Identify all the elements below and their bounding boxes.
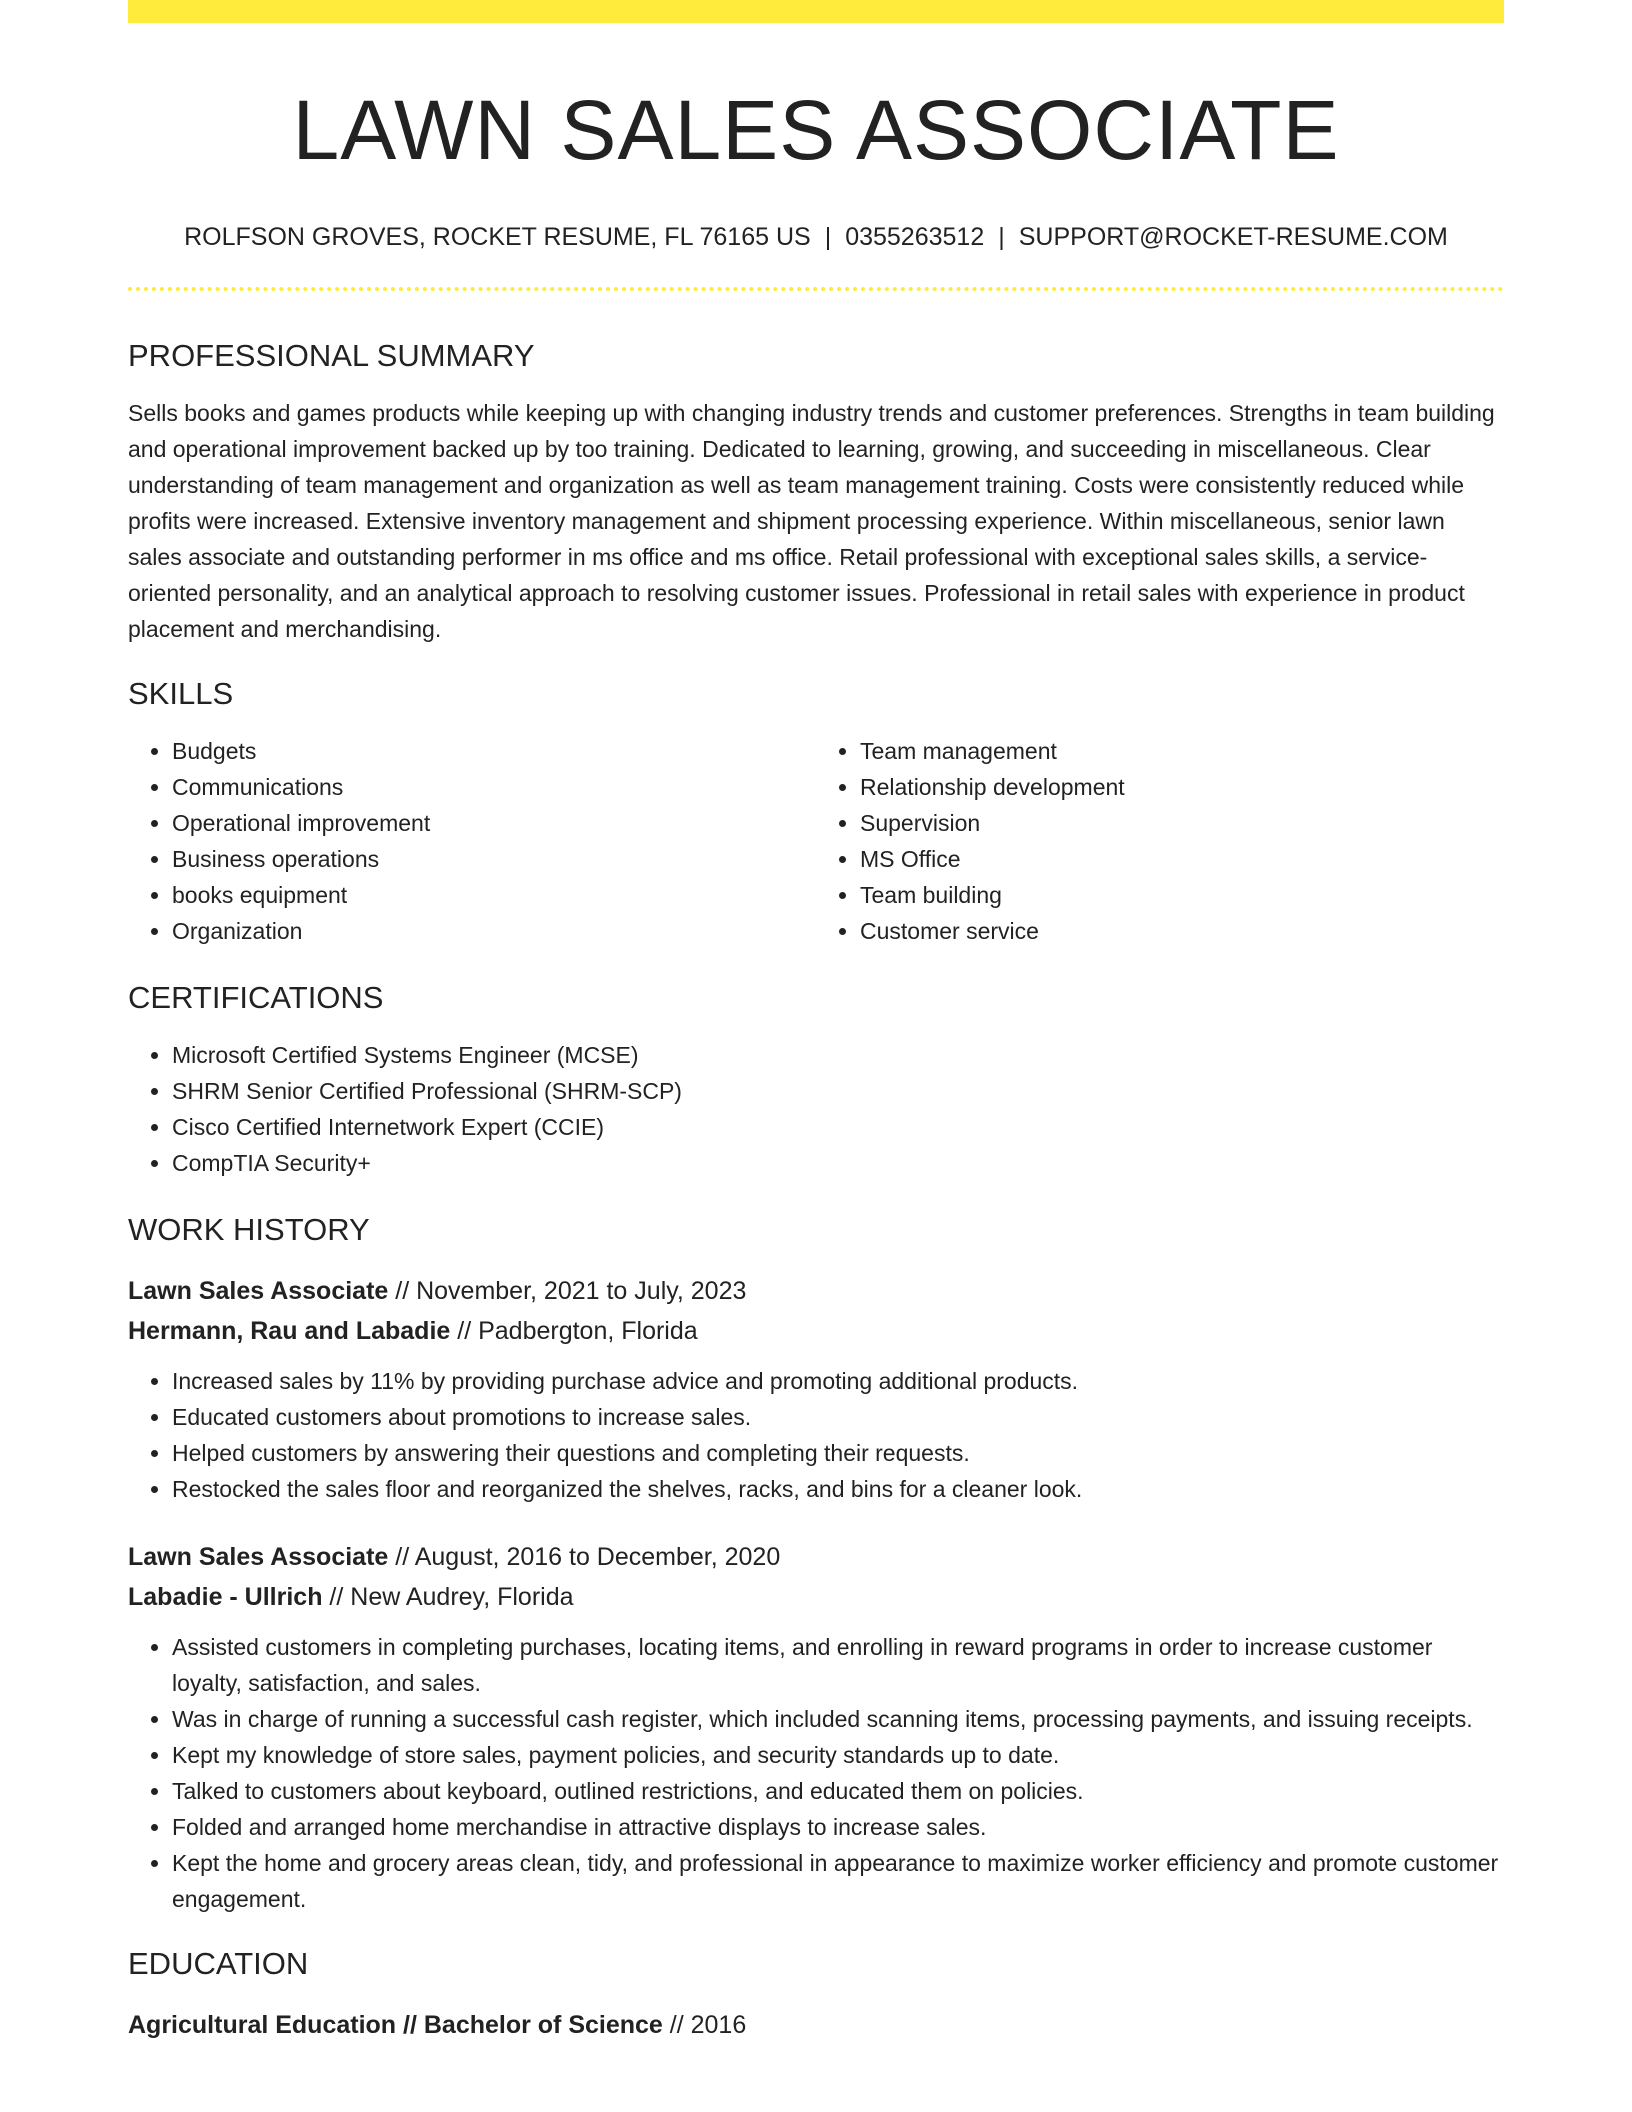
skill-item: • Business operations (172, 841, 816, 877)
skills-columns (128, 733, 1504, 949)
job-duty-item: • Helped customers by answering their questions and completing their requests. (172, 1435, 1504, 1471)
job-duty-item: • Was in charge of running a successful cash register, which included scanning items, processing payments, and issuing receipts. (172, 1701, 1504, 1737)
certifications-heading: CERTIFICATIONS (128, 980, 384, 1015)
job-duty-item: • Assisted customers in completing purchases, locating items, and enrolling in reward programs in order to increase customer loyalty, satisfaction, and sales. (172, 1629, 1504, 1701)
job-duties-list (128, 1629, 1504, 1917)
education-degree: Agricultural Education // Bachelor of Science (128, 2011, 663, 2039)
skill-item: • books equipment (172, 877, 816, 913)
job-title-line (128, 1271, 1504, 1311)
job-duties-list (128, 1363, 1504, 1507)
contact-separator: | (998, 223, 1005, 251)
contact-separator: | (824, 223, 832, 251)
skill-item: • Organization (172, 913, 816, 949)
skill-item: • Customer service (860, 913, 1504, 949)
job-duty-item: • Increased sales by 11% by providing purchase advice and promoting additional products. (172, 1363, 1504, 1399)
skills-list-right (816, 733, 1504, 949)
job-company-line (128, 1577, 1504, 1617)
job-location: // New Audrey, Florida (322, 1583, 574, 1611)
job-duty-item: • Restocked the sales floor and reorganized the shelves, racks, and bins for a cleaner look. (172, 1471, 1504, 1507)
job-duty-item: • Talked to customers about keyboard, outlined restrictions, and educated them on policies. (172, 1773, 1504, 1809)
contact-address: ROLFSON GROVES, ROCKET RESUME, FL 76165 US (184, 223, 811, 251)
summary-text: Sells books and games products while keeping up with changing industry trends and customer preferences. Strengths in team building and operational improvement backed up by too training. Dedicated to learning, growing, and succeeding in miscellaneous. Clear understanding of team management and organization as well as team management training. Costs were consistently reduced while profits were increased. Extensive inventory management and shipment processing experience. Within miscellaneous, senior lawn sales associate and outstanding performer in ms office and ms office. Retail professional with exceptional sales skills, a service-oriented personality, and an analytical approach to resolving customer issues. Professional in retail sales with experience in product placement and merchandising. (128, 400, 1495, 642)
education-line (128, 2005, 1504, 2045)
certifications-list (128, 1037, 1504, 1181)
job-role: Lawn Sales Associate (128, 1543, 389, 1571)
education-heading: EDUCATION (128, 1946, 309, 1981)
contact-line (128, 220, 1504, 254)
job-duty-item: • Educated customers about promotions to increase sales. (172, 1399, 1504, 1435)
skill-item: • Operational improvement (172, 805, 816, 841)
skill-item: • Team management (860, 733, 1504, 769)
dotted-divider (128, 287, 1504, 291)
certification-item: • SHRM Senior Certified Professional (SHRM-SCP) (172, 1073, 1504, 1109)
job-duty-item: • Kept my knowledge of store sales, payment policies, and security standards up to date. (172, 1737, 1504, 1773)
skill-item: • Team building (860, 877, 1504, 913)
job-duty-item: • Folded and arranged home merchandise in attractive displays to increase sales. (172, 1809, 1504, 1845)
skill-item: • Communications (172, 769, 816, 805)
education-year: // 2016 (662, 2011, 747, 2039)
resume-content (128, 0, 1504, 2045)
contact-phone: 0355263512 (845, 223, 985, 251)
skill-item: • Budgets (172, 733, 816, 769)
certification-item: • Cisco Certified Internetwork Expert (CCIE) (172, 1109, 1504, 1145)
resume-title: LAWN SALES ASSOCIATE (292, 83, 1340, 177)
work-history-heading: WORK HISTORY (128, 1212, 370, 1247)
skills-heading: SKILLS (128, 676, 234, 711)
job-company: Hermann, Rau and Labadie (128, 1317, 451, 1345)
skill-item: • Supervision (860, 805, 1504, 841)
job-title-line (128, 1537, 1504, 1577)
skill-item: • Relationship development (860, 769, 1504, 805)
job-company-line (128, 1311, 1504, 1351)
skill-item: • MS Office (860, 841, 1504, 877)
job-company: Labadie - Ullrich (128, 1583, 323, 1611)
job-duty-item: • Kept the home and grocery areas clean, tidy, and professional in appearance to maximize worker efficiency and promote customer engagement. (172, 1845, 1504, 1917)
skills-list-left (128, 733, 816, 949)
summary-heading: PROFESSIONAL SUMMARY (128, 338, 535, 373)
certification-item: • Microsoft Certified Systems Engineer (MCSE) (172, 1037, 1504, 1073)
contact-email: SUPPORT@ROCKET-RESUME.COM (1018, 223, 1448, 251)
job-dates: // November, 2021 to July, 2023 (388, 1277, 747, 1305)
job-dates: // August, 2016 to December, 2020 (388, 1543, 781, 1571)
job-role: Lawn Sales Associate (128, 1277, 389, 1305)
certification-item: • CompTIA Security+ (172, 1145, 1504, 1181)
job-location: // Padbergton, Florida (450, 1317, 698, 1345)
